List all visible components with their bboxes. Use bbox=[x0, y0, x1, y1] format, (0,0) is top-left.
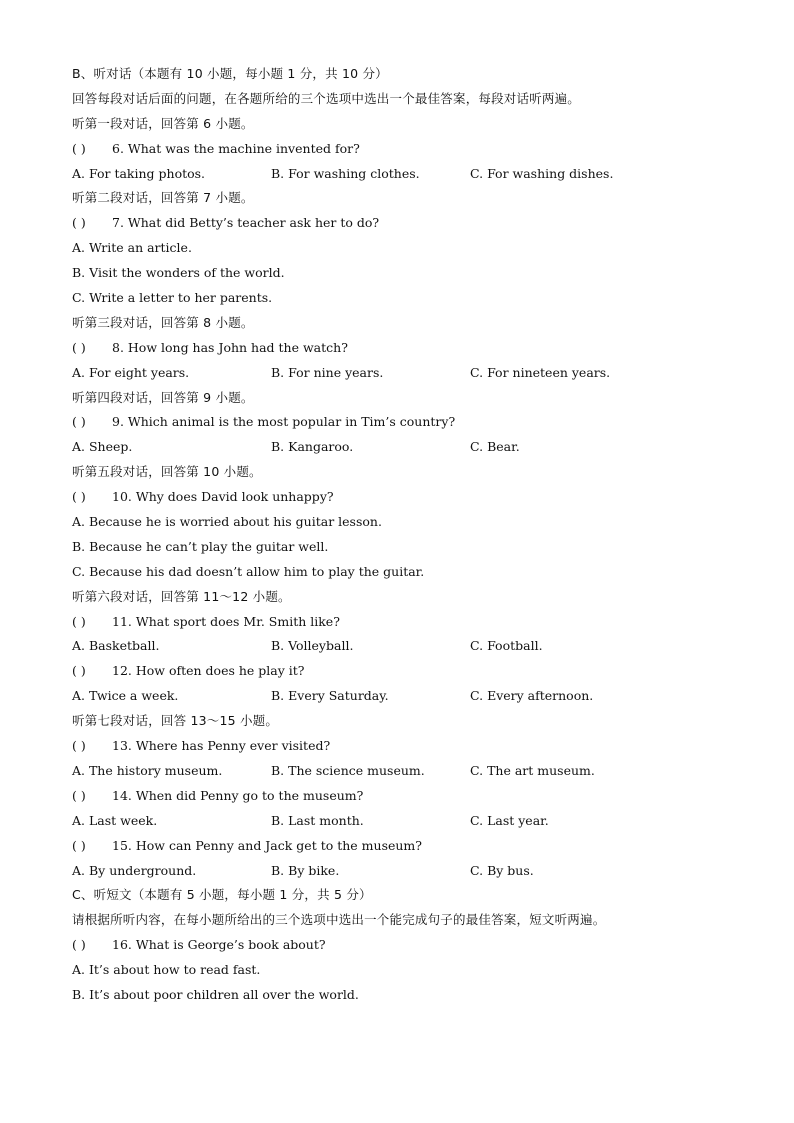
option-line: C. Because his dad doesn’t allow him to play the guitar. bbox=[72, 563, 425, 579]
option-c: C. For nineteen years. bbox=[470, 364, 611, 380]
question-text: 8. How long has John had the watch? bbox=[112, 339, 348, 355]
options-row bbox=[72, 361, 752, 386]
options-row bbox=[72, 684, 752, 709]
option-b: B. The science museum. bbox=[271, 762, 425, 778]
question-text: 15. How can Penny and Jack get to the museum? bbox=[112, 837, 422, 853]
option-a: A. For eight years. bbox=[72, 364, 190, 380]
option-a: A. Basketball. bbox=[72, 638, 160, 654]
options-row bbox=[72, 435, 752, 460]
answer-blank: ( ) bbox=[72, 613, 86, 629]
option-c: C. By bus. bbox=[470, 862, 534, 878]
instruction-text: 听第二段对话，回答第 7 小题。 bbox=[72, 190, 254, 206]
question-text: 13. Where has Penny ever visited? bbox=[112, 738, 331, 754]
option-a: A. The history museum. bbox=[72, 762, 223, 778]
question-line bbox=[72, 211, 752, 236]
instruction-text: 请根据所听内容，在每小题所给出的三个选项中选出一个能完成句子的最佳答案，短文听两遍。 bbox=[72, 912, 606, 928]
option-c: C. The art museum. bbox=[470, 762, 595, 778]
answer-blank: ( ) bbox=[72, 414, 86, 430]
instruction-text: 听第四段对话，回答第 9 小题。 bbox=[72, 389, 254, 405]
option-c: C. Last year. bbox=[470, 812, 549, 828]
options-row bbox=[72, 809, 752, 834]
option-line: B. Visit the wonders of the world. bbox=[72, 265, 285, 281]
options-row bbox=[72, 759, 752, 784]
question-text: 6. What was the machine invented for? bbox=[112, 140, 360, 156]
option-c: C. Bear. bbox=[470, 439, 520, 455]
option-line: B. It’s about poor children all over the world. bbox=[72, 986, 359, 1002]
option-b: B. Volleyball. bbox=[271, 638, 354, 654]
answer-blank: ( ) bbox=[72, 787, 86, 803]
question-line bbox=[72, 137, 752, 162]
question-text: 7. What did Betty’s teacher ask her to do? bbox=[112, 215, 380, 231]
section-heading: C、听短文（本题有 5 小题，每小题 1 分，共 5 分） bbox=[72, 887, 372, 903]
instruction-text: 听第三段对话，回答第 8 小题。 bbox=[72, 314, 254, 330]
question-text: 12. How often does he play it? bbox=[112, 663, 305, 679]
answer-blank: ( ) bbox=[72, 140, 86, 156]
instruction-text: 听第六段对话，回答第 11～12 小题。 bbox=[72, 588, 291, 604]
option-a: A. Twice a week. bbox=[72, 688, 179, 704]
question-line bbox=[72, 933, 752, 958]
section-heading: B、听对话（本题有 10 小题，每小题 1 分，共 10 分） bbox=[72, 66, 388, 81]
answer-blank: ( ) bbox=[72, 738, 86, 754]
answer-blank: ( ) bbox=[72, 489, 86, 505]
option-a: A. For taking photos. bbox=[72, 165, 206, 181]
option-line: A. It’s about how to read fast. bbox=[72, 962, 261, 978]
option-b: B. Every Saturday. bbox=[271, 688, 389, 704]
question-text: 14. When did Penny go to the museum? bbox=[112, 787, 364, 803]
option-c: C. Football. bbox=[470, 638, 543, 654]
question-line bbox=[72, 734, 752, 759]
options-row bbox=[72, 859, 752, 884]
question-line bbox=[72, 336, 752, 361]
answer-blank: ( ) bbox=[72, 663, 86, 679]
question-text: 10. Why does David look unhappy? bbox=[112, 489, 334, 505]
option-line: A. Write an article. bbox=[72, 240, 192, 256]
options-row bbox=[72, 634, 752, 659]
options-row bbox=[72, 162, 752, 187]
option-b: B. Kangaroo. bbox=[271, 439, 354, 455]
answer-blank: ( ) bbox=[72, 837, 86, 853]
answer-blank: ( ) bbox=[72, 339, 86, 355]
option-b: B. Last month. bbox=[271, 812, 364, 828]
question-line bbox=[72, 784, 752, 809]
option-a: A. By underground. bbox=[72, 862, 197, 878]
instruction-text: 听第七段对话，回答 13～15 小题。 bbox=[72, 713, 279, 729]
question-text: 9. Which animal is the most popular in Tim’s country? bbox=[112, 414, 456, 430]
answer-blank: ( ) bbox=[72, 215, 86, 231]
question-text: 11. What sport does Mr. Smith like? bbox=[112, 613, 340, 629]
option-a: A. Last week. bbox=[72, 812, 158, 828]
option-b: B. For nine years. bbox=[271, 364, 384, 380]
option-c: C. For washing dishes. bbox=[470, 165, 614, 181]
question-line bbox=[72, 659, 752, 684]
question-line bbox=[72, 834, 752, 859]
instruction-text: 听第一段对话，回答第 6 小题。 bbox=[72, 115, 254, 131]
question-line bbox=[72, 410, 752, 435]
option-b: B. By bike. bbox=[271, 862, 340, 878]
instruction-text: 回答每段对话后面的问题，在各题所给的三个选项中选出一个最佳答案，每段对话听两遍。 bbox=[72, 90, 581, 106]
question-text: 16. What is George’s book about? bbox=[112, 937, 326, 953]
option-line: B. Because he can’t play the guitar well. bbox=[72, 538, 329, 554]
exam-page bbox=[72, 62, 752, 1008]
question-line bbox=[72, 610, 752, 635]
answer-blank: ( ) bbox=[72, 937, 86, 953]
instruction-text: 听第五段对话，回答第 10 小题。 bbox=[72, 464, 262, 480]
option-c: C. Every afternoon. bbox=[470, 688, 594, 704]
option-line: C. Write a letter to her parents. bbox=[72, 290, 273, 306]
option-b: B. For washing clothes. bbox=[271, 165, 420, 181]
question-line bbox=[72, 485, 752, 510]
option-line: A. Because he is worried about his guitar lesson. bbox=[72, 514, 382, 530]
option-a: A. Sheep. bbox=[72, 439, 133, 455]
